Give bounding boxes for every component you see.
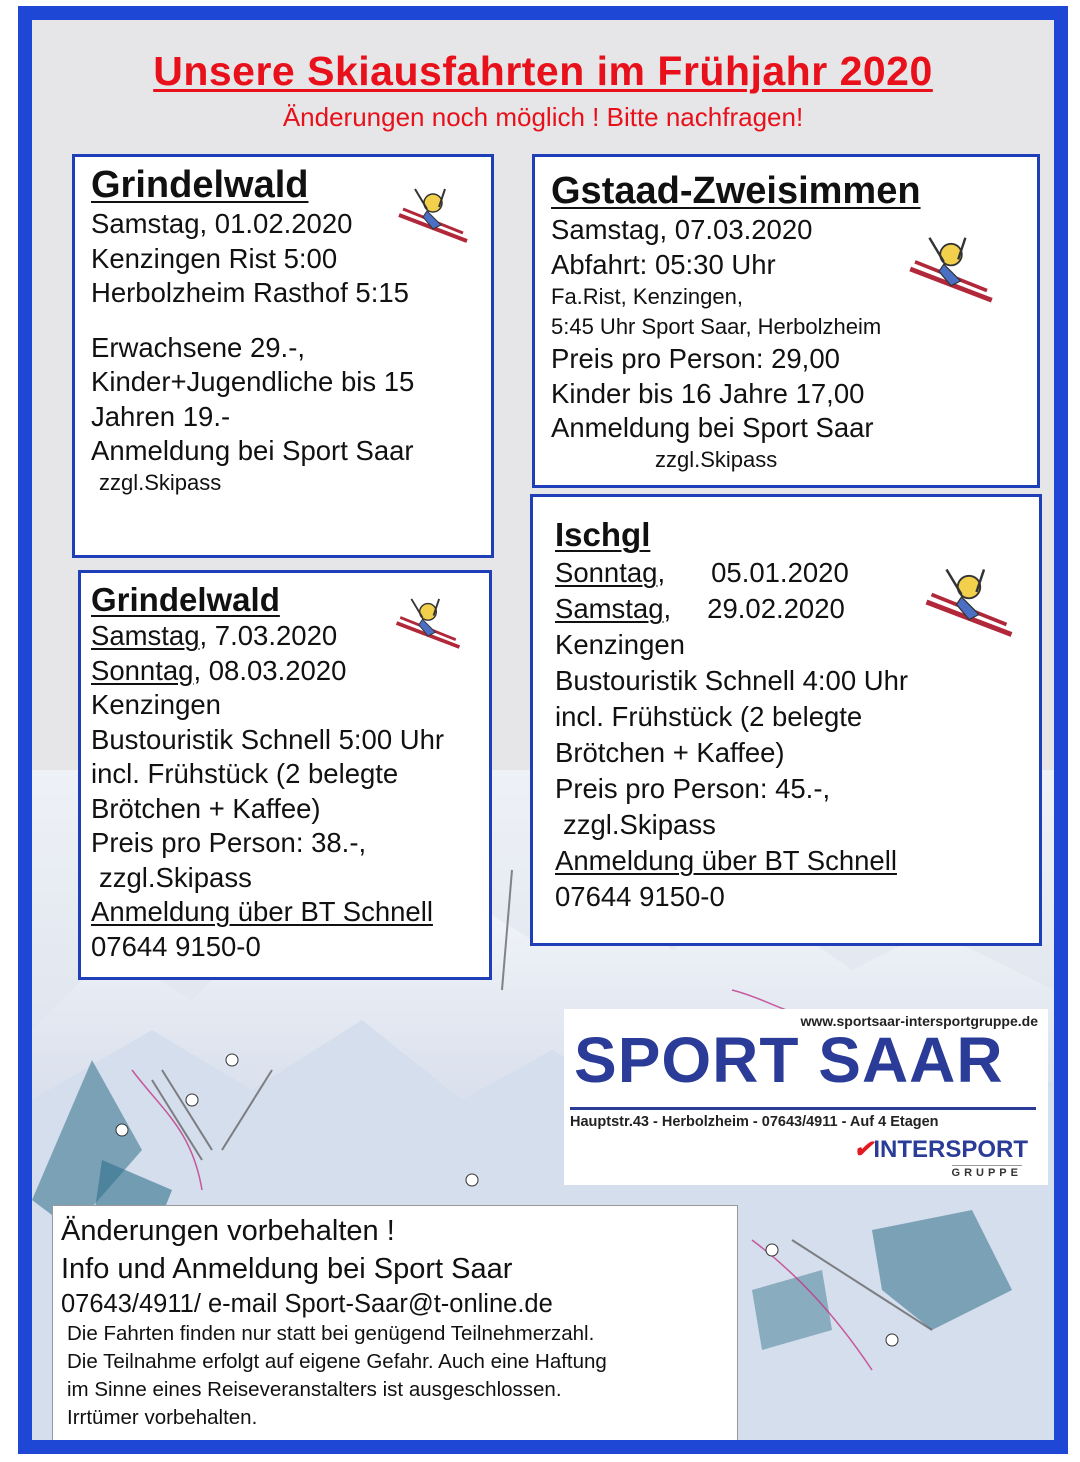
- trip-registration: Anmeldung bei Sport Saar: [91, 435, 414, 466]
- trip-date-separator: ,: [657, 557, 666, 588]
- trip-price-adult: Erwachsene 29.-,: [91, 331, 305, 363]
- intersport-logo: [853, 1135, 1028, 1164]
- trip-date-separator: ,: [663, 593, 672, 624]
- trip-price-kids: Jahren 19.-: [91, 400, 231, 432]
- trip-skipass: zzgl.Skipass: [99, 861, 252, 893]
- trip-departure: Abfahrt: 05:30 Uhr: [551, 248, 776, 280]
- trip-registration: Anmeldung über BT Schnell: [555, 845, 897, 876]
- poster-frame: [18, 6, 1068, 1454]
- trip-card-gstaad: [532, 154, 1040, 488]
- footer-note: im Sinne eines Reiseveranstalters ist ausgeschlossen.: [67, 1378, 562, 1401]
- trip-breakfast: Brötchen + Kaffee): [555, 737, 785, 768]
- footer-line: Info und Anmeldung bei Sport Saar: [61, 1253, 513, 1285]
- trip-price-kids: Kinder+Jugendliche bis 15: [91, 366, 415, 397]
- page-subtitle: Änderungen noch möglich ! Bitte nachfragen!: [282, 102, 804, 132]
- footer-info-box: [52, 1205, 738, 1447]
- trip-date: , 08.03.2020: [193, 654, 347, 686]
- trip-date: 29.02.2020: [707, 593, 845, 624]
- footer-note: Irrtümer vorbehalten.: [67, 1406, 258, 1429]
- trip-card-grindelwald-1: [72, 154, 494, 558]
- footer-note: Die Fahrten finden nur statt bei genügend Teilnehmerzahl.: [67, 1322, 595, 1345]
- trip-pickup: Kenzingen Rist 5:00: [91, 242, 338, 274]
- trip-registration: Anmeldung über BT Schnell: [91, 896, 433, 927]
- trip-name: Ischgl: [555, 516, 651, 553]
- trip-date: 05.01.2020: [711, 557, 849, 588]
- trip-day: Samstag: [91, 620, 200, 651]
- trip-registration: Anmeldung bei Sport Saar: [551, 412, 874, 443]
- footer-contact: 07643/4911/ e-mail Sport-Saar@t-online.de: [61, 1290, 553, 1318]
- trip-day: Samstag: [555, 593, 664, 624]
- trip-pickup: Fa.Rist, Kenzingen,: [551, 284, 743, 309]
- trip-skipass: zzgl.Skipass: [563, 809, 716, 840]
- trip-card-grindelwald-2: [78, 570, 492, 980]
- trip-card-ischgl: [530, 494, 1042, 946]
- trip-phone: 07644 9150-0: [91, 930, 261, 962]
- trip-day: Sonntag: [555, 557, 658, 588]
- logo-url: www.sportsaar-intersportgruppe.de: [800, 1013, 1038, 1029]
- trip-price-kids: Kinder bis 16 Jahre 17,00: [551, 377, 865, 409]
- skier-icon: [903, 231, 999, 307]
- trip-pickup: 5:45 Uhr Sport Saar, Herbolzheim: [551, 314, 882, 339]
- trip-breakfast: Brötchen + Kaffee): [91, 792, 321, 824]
- intersport-text: INTERSPORT: [873, 1136, 1028, 1163]
- trip-place: Kenzingen: [555, 629, 685, 660]
- footer-note: Die Teilnahme erfolgt auf eigene Gefahr. Auch eine Haftung: [67, 1350, 607, 1373]
- trip-name: Grindelwald: [91, 164, 309, 206]
- trip-day: Sonntag: [91, 654, 194, 686]
- trip-price: Preis pro Person: 38.-,: [91, 827, 367, 858]
- logo-address: Hauptstr.43 - Herbolzheim - 07643/4911 - Auf 4 Etagen: [570, 1107, 1036, 1130]
- trip-breakfast: incl. Frühstück (2 belegte: [91, 758, 399, 789]
- trip-skipass: zzgl.Skipass: [99, 469, 222, 495]
- trip-phone: 07644 9150-0: [555, 881, 725, 912]
- trip-bus: Bustouristik Schnell 4:00 Uhr: [555, 665, 909, 696]
- trip-date: , 7.03.2020: [199, 620, 338, 651]
- trip-bus: Bustouristik Schnell 5:00 Uhr: [91, 723, 445, 755]
- trip-pickup: Herbolzheim Rasthof 5:15: [91, 277, 409, 308]
- logo-gruppe: GRUPPE: [951, 1167, 1022, 1179]
- skier-icon: [391, 595, 465, 651]
- trip-date: Samstag, 01.02.2020: [91, 208, 353, 239]
- skier-icon: [393, 185, 473, 245]
- sport-saar-logo: [564, 1009, 1048, 1185]
- trip-place: Kenzingen: [91, 689, 221, 720]
- footer-line: Änderungen vorbehalten !: [61, 1215, 395, 1247]
- logo-brand: SPORT SAAR: [574, 1024, 1004, 1096]
- skier-icon: [919, 563, 1019, 641]
- intersport-mark-icon: ✔: [853, 1136, 874, 1163]
- trip-date: Samstag, 07.03.2020: [551, 214, 813, 245]
- trip-name: Gstaad-Zweisimmen: [551, 170, 921, 212]
- trip-name: Grindelwald: [91, 581, 280, 618]
- trip-price: Preis pro Person: 29,00: [551, 343, 840, 374]
- trip-breakfast: incl. Frühstück (2 belegte: [555, 701, 863, 732]
- trip-price: Preis pro Person: 45.-,: [555, 773, 831, 804]
- page-title: Unsere Skiausfahrten im Frühjahr 2020: [153, 48, 933, 94]
- trip-skipass: zzgl.Skipass: [655, 446, 778, 472]
